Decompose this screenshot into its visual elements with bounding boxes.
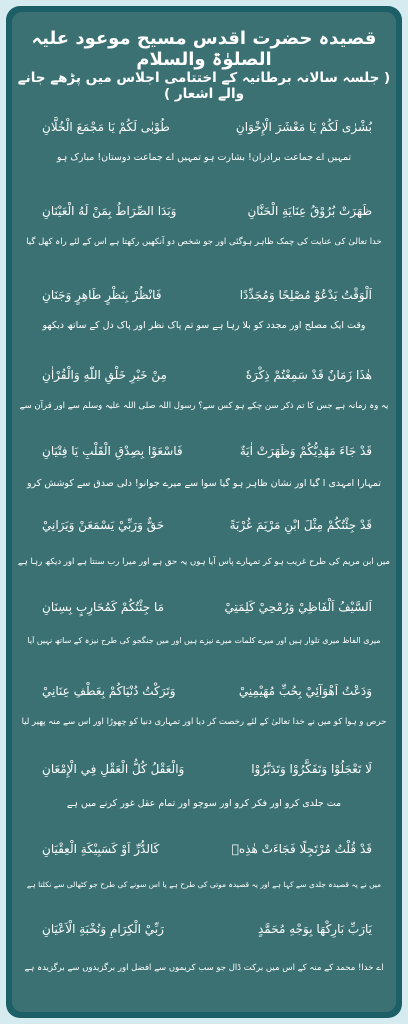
verse-2 (12, 204, 396, 228)
verse-9 (12, 762, 396, 786)
verse-translation: تمہیں اے جماعت برادران! بشارت ہو تمہیں اے جماعت دوستان! مبارک ہو (56, 152, 352, 163)
verse-first-hemistich: وَدَعْتُ اَهْوَآئِيْ بِحُبِّ مُهَيْمِنِيْ (238, 684, 372, 698)
verse-second-hemistich: وَبَدَا الصِّرَاطُ بِمَنْ لَهُ الْعَيْنَانِ (42, 204, 177, 218)
verse-translation: میری الفاظ میری تلوار ہیں اور میرے کلمات میرے نیزے ہیں اور میں جنگجو کی طرح نیزہ کے ساتھ نہیں آیا (27, 636, 381, 645)
poem-subtitle: ( جلسہ سالانہ برطانیہ کے اختتامی اجلاس میں پڑھے جانے والے اشعار ) (17, 70, 391, 102)
verse-1 (12, 120, 396, 144)
verse-first-hemistich: يَارَبِّ بَارِكْهَا بِوَجْهِ مُحَمَّدٍ (257, 922, 372, 936)
verse-translation: میں ابن مریم کی طرح غریب ہو کر تمہارے پاس آیا ہوں یہ حق ہے اور میرا رب سنتا ہے اور دیکھ رہا ہے (18, 557, 390, 567)
verse-second-hemistich: فَانْظُرْ بِنَظْرٍ طَاهِرٍ وَجَنَانِ (42, 288, 162, 302)
verse-translation: تمہارا امہدی آ گیا اور نشان ظاہر ہو گیا سوا سے میرے جوانو! دلی صدق سے کوشش کرو (26, 478, 382, 489)
verse-10 (12, 842, 396, 866)
verse-second-hemistich: وَتَرَكْتُ دُنْيَاكُمْ بِعَطْفِ عِنَانِيْ (42, 684, 176, 698)
verse-second-hemistich: فَاسْعَوْا بِصِدْقِ الْقَلْبِ يَا فِتْيَانِ (42, 444, 183, 458)
verse-first-hemistich: قَدْ جِئْتُكُمْ مِثْلَ ابْنِ مَرْيَمَ غُرْبَةً (229, 518, 372, 532)
verse-3 (12, 288, 396, 312)
verse-second-hemistich: رَبِّيْ الْكِرَامِ وَنُخْبَةِ الْاَعْيَانِ (42, 922, 164, 936)
verse-translation: یہ وہ زمانہ ہے جس کا تم ذکر سن چکے ہو کس سے؟ رسول اللہ صلی اللہ علیہ وسلم سے اور قرآن سے (19, 401, 389, 411)
verse-first-hemistich: قَدْ جَاءَ مَهْدِيُّكُمْ وَظَهَرَتْ اٰيَةٌ (239, 444, 372, 458)
verse-first-hemistich: ظَهَرَتْ بُرُوْقُ عِنَايَةِ الْحَنَّانِ (247, 204, 372, 218)
verse-first-hemistich: اَلسَّيْفُ اَلْفَاظِيْ وَرُمْحِيْ كَلِمَتِيْ (224, 600, 372, 614)
verse-translation: حرص و ہوا کو میں نے خدا تعالیٰ کے لئے رخصت کر دیا اور تمہاری دنیا کو چھوڑا اور اس سے منہ پھیر لیا (21, 717, 387, 727)
verse-translation: میں نے یہ قصیدہ جلدی سے کہا ہے اور یہ قصیدہ موتی کی طرح ہے یا اس سونے کی طرح جو کٹھالی سے نکلتا ہے (26, 880, 382, 889)
verse-first-hemistich: قَدْ قُلْتُ مُرْتَجِلًا فَجَاءَتْ هٰذِهٖ (231, 842, 372, 856)
poem-panel (12, 12, 396, 1012)
verse-second-hemistich: مَا جِئْتُكُمْ كَمُحَارِبٍ بِسِنَانِ (42, 600, 165, 614)
verse-11 (12, 922, 396, 946)
verse-4 (12, 368, 396, 392)
poem-title: قصیدہ حضرت اقدس مسیح موعود علیہ الصلوٰۃ والسلام (31, 28, 377, 70)
verse-first-hemistich: لَا تَعْجَلُوْا وَتَفَكَّرُوْا وَتَدَبَّرُوْا (251, 762, 372, 776)
verse-translation: وقت ایک مصلح اور مجدد کو بلا رہا ہے سو تم پاک نظر اور پاک دل کے ساتھ دیکھو (42, 320, 366, 331)
verse-6 (12, 518, 396, 542)
verse-first-hemistich: بُشْرٰى لَكُمْ يَا مَعْشَرَ الْإِخْوَانِ (235, 120, 372, 134)
verse-first-hemistich: اَلْوَقْتُ يَدْعُوْ مُصْلِحًا وَمُجَدِّدًا (239, 288, 372, 302)
verse-second-hemistich: وَالْعَقْلُ كُلُّ الْعَقْلِ فِي الْإِمْعَانِ (42, 762, 185, 776)
verse-translation: مت جلدی کرو اور فکر کرو اور سوچو اور تمام عقل غور کرنے میں ہے (66, 798, 342, 809)
verse-translation: خدا تعالیٰ کی عنایت کی چمک ظاہر ہوگئی اور جو شخص دو آنکھیں رکھتا ہے اس کے لئے راہ کھل گیا (26, 237, 382, 247)
verse-7 (12, 600, 396, 624)
verse-second-hemistich: مِنْ خَيْرِ خَلْقِ اللّٰهِ وَالْقُرْاٰنِ (42, 368, 167, 382)
verse-8 (12, 684, 396, 708)
verse-second-hemistich: طُوْبٰى لَكُمْ يَا مَجْمَعَ الْخُلَّانِ (42, 120, 170, 134)
verse-5 (12, 444, 396, 468)
verse-second-hemistich: كَالدُّرِّ اَوْ كَسَبِيْكَةِ الْعِقْيَانِ (42, 842, 160, 856)
verse-second-hemistich: حَقٌّ وَرَبِّيْ يَسْمَعَنْ وَيَرَانِيْ (42, 518, 165, 532)
verse-first-hemistich: هٰذَا زَمَانٌ قَدْ سَمِعْتُمْ ذِكْرَهٗ (245, 368, 372, 382)
verse-translation: اے خدا! محمد کے منہ کے اس میں برکت ڈال جو سب کریموں سے افضل اور برگزیدوں سے برگزیدہ ہے (24, 963, 384, 973)
